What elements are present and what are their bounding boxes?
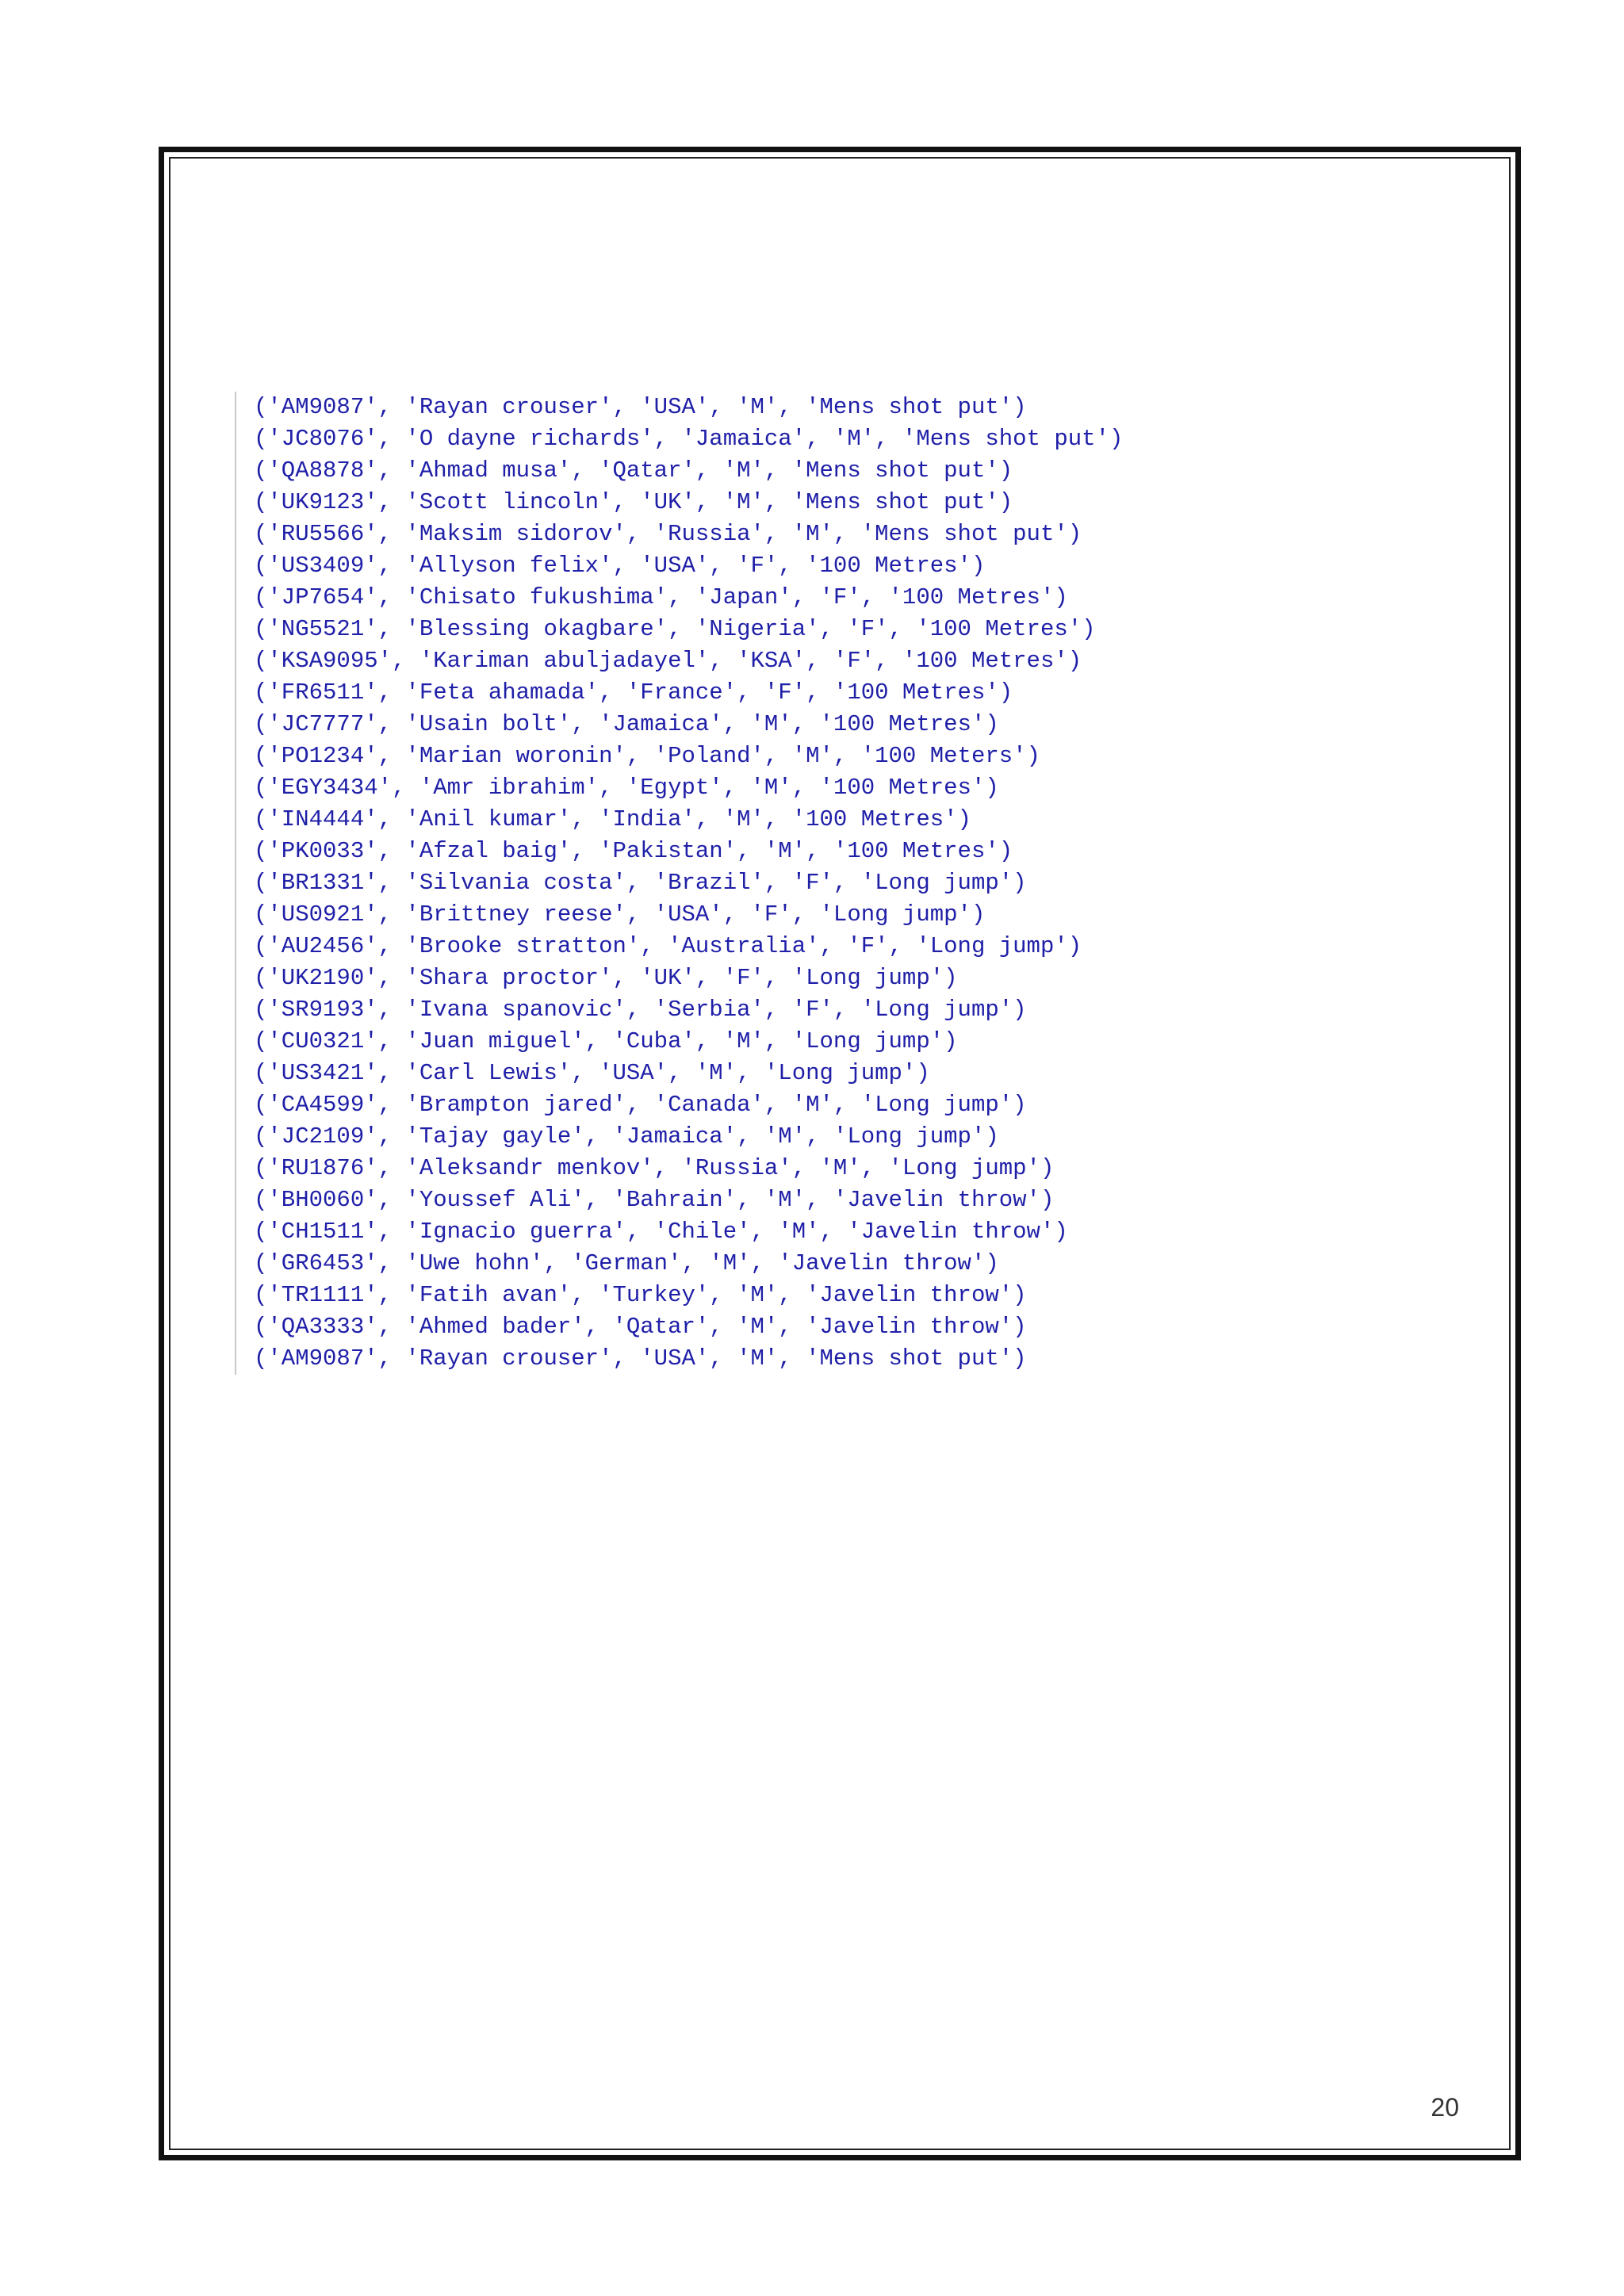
- code-line: ('FR6511', 'Feta ahamada', 'France', 'F', '100 Metres'): [254, 679, 1013, 706]
- code-line: ('BR1331', 'Silvania costa', 'Brazil', 'F', 'Long jump'): [254, 870, 1027, 896]
- code-line: ('RU1876', 'Aleksandr menkov', 'Russia', 'M', 'Long jump'): [254, 1155, 1055, 1181]
- code-line: ('QA3333', 'Ahmed bader', 'Qatar', 'M', 'Javelin throw'): [254, 1314, 1027, 1340]
- code-line: ('UK2190', 'Shara proctor', 'UK', 'F', 'Long jump'): [254, 965, 958, 991]
- code-line: ('AU2456', 'Brooke stratton', 'Australia', 'F', 'Long jump'): [254, 933, 1082, 959]
- code-line: ('US3409', 'Allyson felix', 'USA', 'F', '100 Metres'): [254, 553, 986, 579]
- code-line: ('QA8878', 'Ahmad musa', 'Qatar', 'M', 'Mens shot put'): [254, 457, 1013, 484]
- code-line: ('JC7777', 'Usain bolt', 'Jamaica', 'M', '100 Metres'): [254, 711, 999, 737]
- code-line: ('BH0060', 'Youssef Ali', 'Bahrain', 'M', 'Javelin throw'): [254, 1187, 1055, 1213]
- code-line: ('JP7654', 'Chisato fukushima', 'Japan', 'F', '100 Metres'): [254, 584, 1068, 610]
- code-line: ('CA4599', 'Brampton jared', 'Canada', 'M', 'Long jump'): [254, 1092, 1027, 1118]
- code-line: ('PK0033', 'Afzal baig', 'Pakistan', 'M', '100 Metres'): [254, 838, 1013, 864]
- code-line: ('KSA9095', 'Kariman abuljadayel', 'KSA', 'F', '100 Metres'): [254, 648, 1082, 674]
- code-line: ('CH1511', 'Ignacio guerra', 'Chile', 'M', 'Javelin throw'): [254, 1219, 1068, 1245]
- code-line: ('US0921', 'Brittney reese', 'USA', 'F', 'Long jump'): [254, 901, 986, 928]
- code-line: ('JC2109', 'Tajay gayle', 'Jamaica', 'M', 'Long jump'): [254, 1123, 999, 1150]
- code-line: ('SR9193', 'Ivana spanovic', 'Serbia', 'F', 'Long jump'): [254, 997, 1027, 1023]
- page-number: 20: [1431, 2093, 1459, 2122]
- code-line: ('RU5566', 'Maksim sidorov', 'Russia', 'M', 'Mens shot put'): [254, 521, 1082, 547]
- code-line: ('US3421', 'Carl Lewis', 'USA', 'M', 'Long jump'): [254, 1060, 930, 1086]
- code-line: ('AM9087', 'Rayan crouser', 'USA', 'M', 'Mens shot put'): [254, 394, 1027, 420]
- code-line: ('EGY3434', 'Amr ibrahim', 'Egypt', 'M', '100 Metres'): [254, 775, 999, 801]
- code-line: ('NG5521', 'Blessing okagbare', 'Nigeria', 'F', '100 Metres'): [254, 616, 1096, 642]
- code-line: ('AM9087', 'Rayan crouser', 'USA', 'M', 'Mens shot put'): [254, 1345, 1027, 1372]
- code-line: ('UK9123', 'Scott lincoln', 'UK', 'M', 'Mens shot put'): [254, 489, 1013, 515]
- code-line: ('PO1234', 'Marian woronin', 'Poland', 'M', '100 Meters'): [254, 743, 1040, 769]
- code-output-block: [235, 392, 1364, 1375]
- code-line: ('GR6453', 'Uwe hohn', 'German', 'M', 'Javelin throw'): [254, 1250, 999, 1276]
- code-line: ('TR1111', 'Fatih avan', 'Turkey', 'M', 'Javelin throw'): [254, 1282, 1027, 1308]
- code-line: ('CU0321', 'Juan miguel', 'Cuba', 'M', 'Long jump'): [254, 1028, 958, 1054]
- code-line: ('IN4444', 'Anil kumar', 'India', 'M', '100 Metres'): [254, 806, 971, 832]
- code-line: ('JC8076', 'O dayne richards', 'Jamaica', 'M', 'Mens shot put'): [254, 426, 1124, 452]
